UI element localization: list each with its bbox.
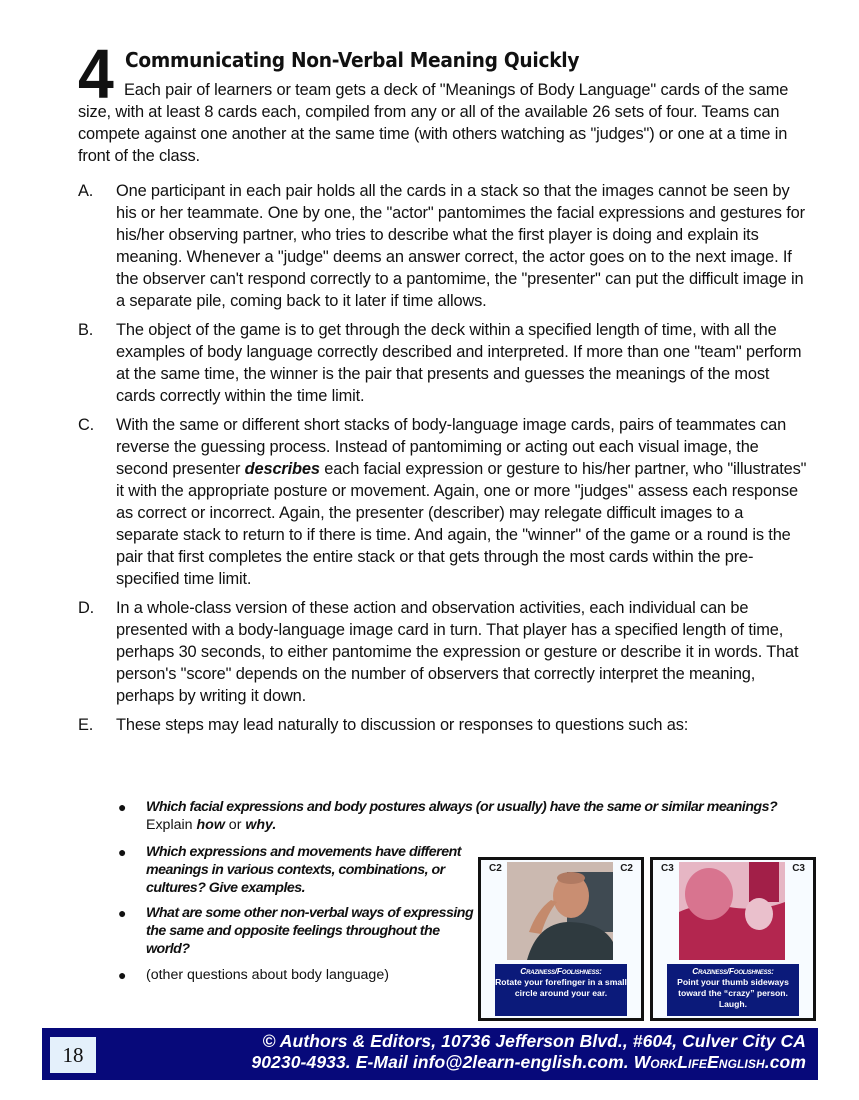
bullet-icon: ● [118,967,127,983]
card-photo [507,862,613,960]
step-emphasis: describes [244,460,320,478]
step-text: In a whole-class version of these action and observation activities, each individual can be presented with a body-language image card in turn. That player has a specified length of time, perhaps 30 seconds, to either pantomime the expression or gesture or describe it in words. That person's "score" depends on the number of observers that correctly interpret the meaning, perhaps by writing it down. [116,599,799,705]
bullet-icon: ● [118,905,127,921]
question-emphasis: why. [245,817,277,833]
step-b [78,319,808,407]
footer-copyright: © Authors & Editors, 10736 Jefferson Blvd., #604, Culver City CA [262,1031,806,1051]
card-photo [679,862,785,960]
step-text-after: each facial expression or gesture to his/her partner, who "illustrates" it with the appropriate posture or movement. Again, one or more "judges" assess each response as correct or incorrect. Again, the presenter (describer) may relegate difficult images to a separate stack to return to if there is time. And again, the "winner" of the game or a round is the pair that first completes the entire stack or that gets through the most cards within the pre-specified time limit. [116,460,807,588]
step-letter: E. [78,716,94,734]
step-text: The object of the game is to get through the deck within a specified length of time, with all the examples of body language correctly described and interpreted. If more than one "team" perform at the same time, the winner is the pair that presents and guesses the meanings of the most cards correctly within the time limit. [116,321,802,405]
card-caption [667,964,799,1016]
card-caption [495,964,627,1016]
question-item [116,843,476,897]
question-text: Which facial expressions and body postures always (or usually) have the same or similar meanings? [146,799,778,815]
step-text: These steps may lead naturally to discussion or responses to questions such as: [116,716,689,734]
intro-paragraph: Each pair of learners or team gets a deck of "Meanings of Body Language" cards of the same size, with at least 8 cards each, compiled from any or all of the available 26 sets of four. Teams can compete against one another at the same time (with others watching as "judges") or one at a time in front of the class. [78,81,789,165]
section-title: Communicating Non-Verbal Meaning Quickly [125,48,580,72]
step-letter: A. [78,182,94,200]
footer-contact [251,1052,806,1073]
body-language-card-c2 [478,857,644,1021]
page-footer [42,1028,818,1080]
steps-list [78,180,808,743]
card-instruction: Rotate your forefinger in a small circle around your ear. [495,977,627,998]
card-category: Craziness/Foolishness: [692,966,774,976]
card-code: C3 [792,863,805,874]
question-item [116,966,476,984]
section-number: 4 [78,35,114,113]
page-number: 18 [50,1037,96,1073]
man-pointing-photo-icon [507,862,613,960]
card-instruction: Point your thumb sideways toward the “crazy” person. Laugh. [677,977,789,1009]
step-text [116,414,808,590]
card-code: C3 [661,863,674,874]
step-letter: B. [78,321,94,339]
footer-website-name[interactable]: WorkLifeEnglish [633,1052,765,1072]
footer-contact-text: 90230-4933. E-Mail info@2learn-english.com. [251,1052,634,1072]
question-plain: Explain [146,817,197,833]
bullet-icon: ● [118,844,127,860]
question-text: Which expressions and movements have different meanings in various contexts, combinations, or cultures? Give examples. [146,844,461,896]
question-item [116,798,816,834]
footer-website-tld[interactable]: .com [764,1052,806,1072]
step-letter: C. [78,416,95,434]
question-emphasis: how [196,817,225,833]
step-text-before: With the same or different short stacks of body-language image cards, pairs of teammates can reverse the guessing process. Instead of pantomiming or acting out each visual image, the second presenter [116,416,787,478]
bullet-icon: ● [118,799,127,815]
step-a [78,180,808,312]
question-plain: or [224,817,246,833]
question-text: (other questions about body language) [146,967,389,983]
step-d [78,597,808,707]
body-language-card-c3 [650,857,816,1021]
card-code: C2 [620,863,633,874]
step-letter: D. [78,599,95,617]
step-text: One participant in each pair holds all the cards in a stack so that the images cannot be seen by his or her teammate. One by one, the "actor" pantomimes the facial expressions and gestures for his/her observing partner, who tries to describe what the first player is doing and explain its meaning. Whenever a "judge" deems an answer correct, the actor goes on to the next image. If the observer can't respond correctly to a pantomime, the "presenter" can put the difficult image in a separate pile, coming back to it later if time allows. [116,182,805,310]
man-laughing-photo-icon [679,862,785,960]
step-e [78,714,808,736]
step-c [78,414,808,590]
card-category: Craziness/Foolishness: [520,966,602,976]
question-item [116,904,476,958]
question-text: What are some other non-verbal ways of expressing the same and opposite feelings throughout the world? [146,905,474,957]
card-code: C2 [489,863,502,874]
